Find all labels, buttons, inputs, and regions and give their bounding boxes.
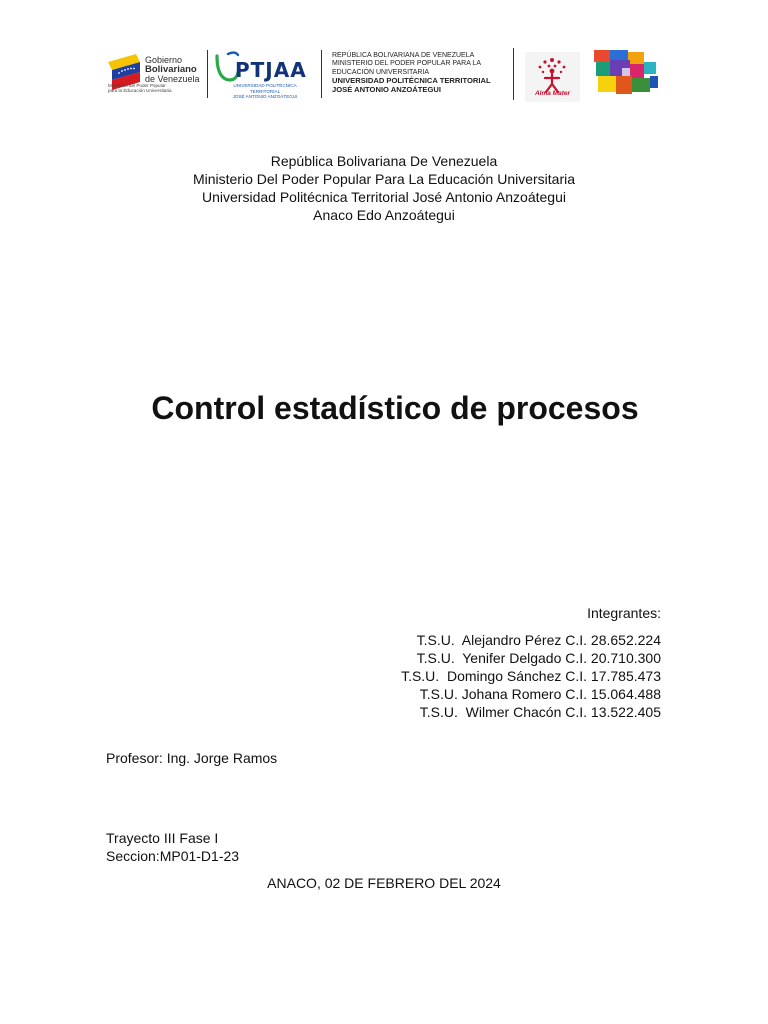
logo-divider	[321, 50, 322, 98]
member-row: T.S.U. Domingo Sánchez C.I. 17.785.473	[401, 668, 661, 684]
date-line: ANACO, 02 DE FEBRERO DEL 2024	[267, 875, 501, 891]
logo-divider	[207, 50, 208, 98]
institution-line-ministerio: Ministerio Del Poder Popular Para La Educación Universitaria	[192, 171, 576, 187]
seccion-line: Seccion:MP01-D1-23	[106, 848, 240, 864]
member-row: T.S.U. Yenifer Delgado C.I. 20.710.300	[416, 650, 661, 666]
institution-block	[0, 152, 768, 224]
logo-divider	[513, 48, 514, 100]
republica-line: JOSÉ ANTONIO ANZOÁTEGUI	[332, 84, 441, 94]
uptjaa-wordmark: PTJAA	[235, 58, 307, 82]
gobierno-line2: Bolivariano	[145, 64, 197, 75]
members-heading: Integrantes:	[587, 605, 661, 621]
document-title: Control estadístico de procesos	[151, 390, 639, 426]
header-logo-band	[106, 44, 664, 104]
trayecto-line: Trayecto III Fase I	[106, 830, 219, 846]
ministry-caption-line1: Ministerio del Poder Popular	[108, 83, 166, 88]
professor-line: Profesor: Ing. Jorge Ramos	[106, 750, 278, 766]
member-row: T.S.U. Johana Romero C.I. 15.064.488	[419, 686, 661, 702]
uptjaa-caption-line2: JOSÉ ANTONIO ANZOÁTEGUI	[232, 94, 298, 99]
gobierno-bolivariano-logo-text	[145, 56, 209, 84]
ministry-caption	[108, 83, 208, 94]
republica-text-block	[332, 52, 514, 95]
member-row: T.S.U. Alejandro Pérez C.I. 28.652.224	[416, 632, 661, 648]
gobierno-line1: Gobierno	[145, 55, 183, 65]
institution-line-universidad: Universidad Politécnica Territorial José Antonio Anzoátegui	[202, 189, 566, 205]
gobierno-line3: de Venezuela	[145, 73, 200, 84]
members-block	[401, 604, 661, 721]
institution-line-republica: República Bolivariana De Venezuela	[270, 153, 498, 169]
institution-line-location: Anaco Edo Anzoátegui	[313, 207, 455, 223]
republica-line: REPÚBLICA BOLIVARIANA DE VENEZUELA	[332, 52, 475, 59]
alma-mater-label: Alma Mater	[534, 90, 571, 97]
uptjaa-caption	[218, 83, 312, 100]
collage-logo-icon	[592, 48, 662, 98]
republica-line: UNIVERSIDAD POLITÉCNICA TERRITORIAL	[332, 75, 491, 85]
uptjaa-caption-line1: UNIVERSIDAD POLITÉCNICA TERRITORIAL	[233, 83, 297, 94]
republica-line: EDUCACIÓN UNIVERSITARIA	[332, 68, 430, 76]
ministry-caption-line2: para la Educación Universitaria	[108, 88, 172, 94]
member-row: T.S.U. Wilmer Chacón C.I. 13.522.405	[419, 704, 661, 720]
republica-line: MINISTERIO DEL PODER POPULAR PARA LA	[332, 60, 481, 68]
